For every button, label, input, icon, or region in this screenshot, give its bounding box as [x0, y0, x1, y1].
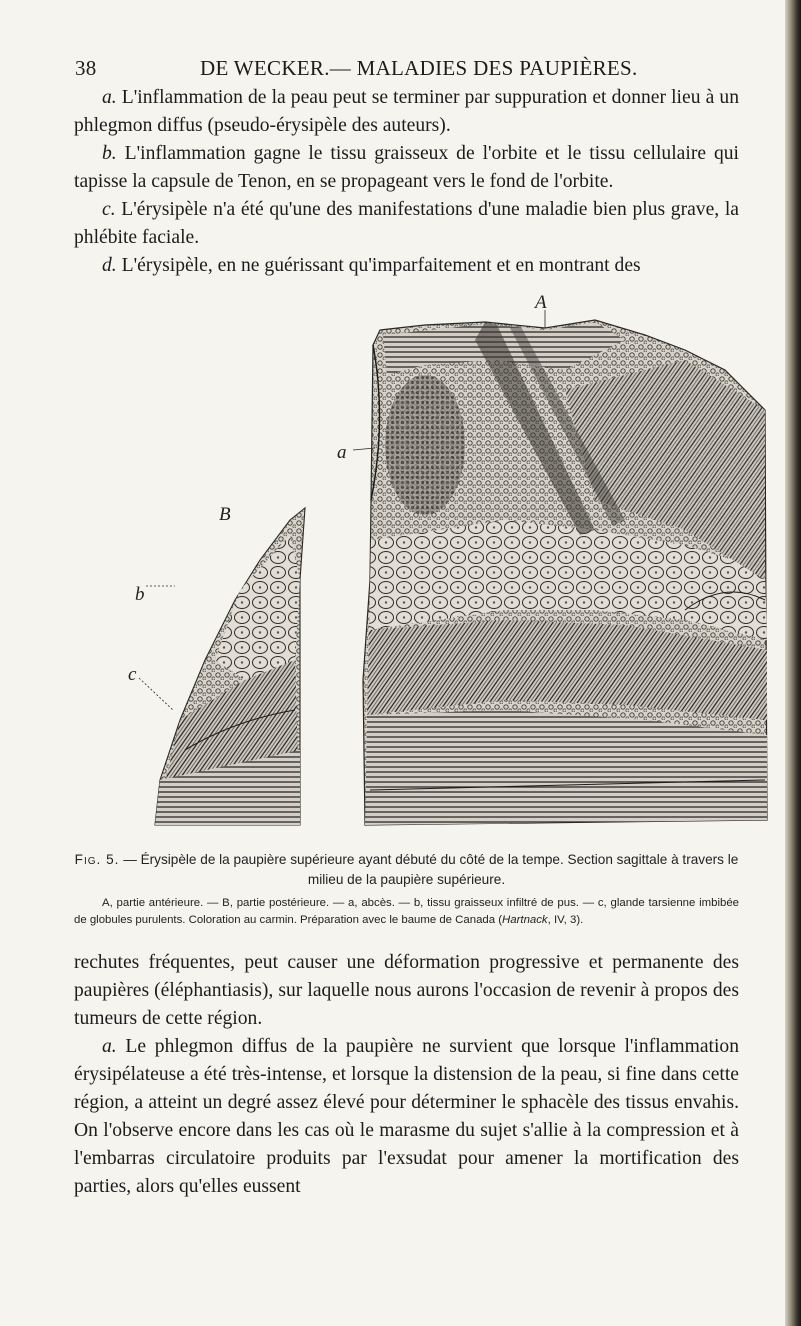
label-fat-tissue: b	[135, 584, 145, 605]
paragraph-phlegmon	[74, 1033, 739, 1201]
figure-number: Fig. 5.	[74, 852, 120, 867]
page-edge-shadow	[785, 0, 801, 1326]
paragraph-d	[74, 252, 739, 280]
page-number: 38	[75, 56, 97, 80]
figure-caption	[74, 850, 739, 890]
paragraph-text: L'érysipèle, en ne guérissant qu'imparfaitement et en montrant des	[116, 255, 641, 276]
paragraph-continuation	[74, 949, 739, 1033]
paragraph-text: rechutes fréquentes, peut causer une déformation progressive et permanente des paupières (éléphantiasis), sur laquelle nous aurons l'occasion de revenir à propos des tumeurs de cette région.	[74, 952, 739, 1029]
histology-figure	[125, 280, 770, 840]
item-letter: d.	[102, 255, 117, 276]
section-part-a	[363, 320, 767, 825]
section-part-b	[155, 508, 305, 825]
paragraph-b	[74, 140, 739, 196]
label-part-a: A	[535, 292, 547, 313]
running-title: DE WECKER.— MALADIES DES PAUPIÈRES.	[200, 56, 638, 80]
paragraph-text: L'érysipèle n'a été qu'une des manifestations d'une maladie bien plus grave, la phlébite faciale.	[74, 199, 739, 248]
item-letter: b.	[102, 143, 117, 164]
legend-text: A, partie antérieure. — B, partie postérieure. — a, abcès. — b, tissu graisseux infiltré de pus. — c, glande tarsienne imbibée de globules purulents. Coloration au carmin. Préparation avec le baume de Canada (	[74, 897, 739, 926]
label-part-b: B	[219, 504, 231, 525]
item-letter: a.	[102, 1036, 117, 1057]
paragraph-text: L'inflammation de la peau peut se terminer par suppuration et donner lieu à un phlegmon diffus (pseudo-érysipèle des auteurs).	[74, 87, 739, 136]
item-letter: a.	[102, 87, 117, 108]
legend-text-end: , IV, 3).	[547, 914, 584, 926]
eyelid-section-engraving	[125, 280, 770, 840]
label-tarsal-gland: c	[128, 664, 137, 685]
paragraph-a	[74, 84, 739, 140]
legend-reference: Hartnack	[502, 914, 548, 926]
paragraph-text: Le phlegmon diffus de la paupière ne survient que lorsque l'inflammation érysipélateuse a été très-intense, et lorsque la distension de la peau, si fine dans cette région, a atteint un degré assez élevé pour déterminer le sphacèle des tissus envahis. On l'observe encore dans les cas où le marasme du sujet s'allie à la compression et à l'embarras circulatoire produits par l'exsudat pour amener la mortification des parties, alors qu'elles eussent	[74, 1036, 739, 1197]
figure-title: — Érysipèle de la paupière supérieure ayant débuté du côté de la tempe. Section sagittale à travers le milieu de la paupière supérieure.	[123, 852, 739, 887]
item-letter: c.	[102, 199, 116, 220]
paragraph-text: L'inflammation gagne le tissu graisseux de l'orbite et le tissu cellulaire qui tapisse la capsule de Tenon, en se propageant vers le fond de l'orbite.	[74, 143, 739, 192]
figure-legend	[74, 895, 739, 929]
running-header	[75, 56, 735, 86]
label-abscess: a	[337, 442, 347, 463]
paragraph-c	[74, 196, 739, 252]
